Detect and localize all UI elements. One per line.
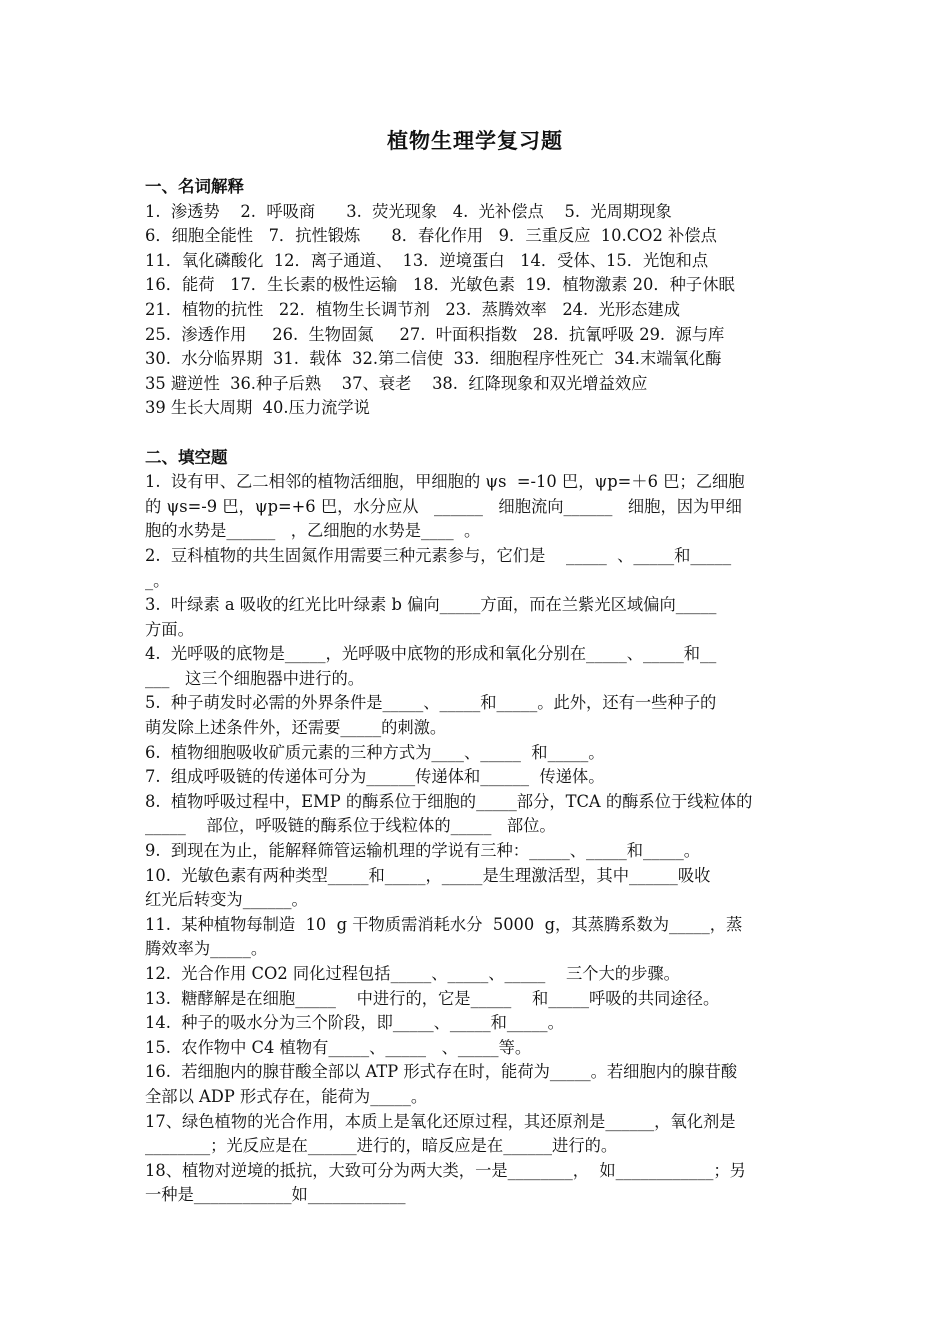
question-line: 的 ψs=-9 巴，ψp=+6 巴，水分应从 ______ 细胞流向______ 细胞，因为甲细 [145, 496, 742, 516]
question-line: 16. 若细胞内的腺苷酸全部以 ATP 形式存在时，能荷为_____。若细胞内的腺苷酸 [145, 1062, 738, 1082]
question-line: _。 [145, 570, 170, 590]
section-heading-fill-in: 二、填空题 [145, 447, 228, 467]
question-line: 13. 糖酵解是在细胞_____ 中进行的，它是_____ 和_____呼吸的共同途径。 [145, 988, 720, 1008]
question-line: 3. 叶绿素 a 吸收的红光比叶绿素 b 偏向_____方面，而在兰紫光区域偏向_____ [145, 595, 717, 615]
question-line: 1. 设有甲、乙二相邻的植物活细胞，甲细胞的 ψs =-10 巴，ψp=＋6 巴；乙细胞 [145, 472, 745, 492]
question-line: 红光后转变为______。 [145, 890, 308, 910]
question-line: 5. 种子萌发时必需的外界条件是_____、_____和_____。此外，还有一些种子的 [145, 693, 717, 713]
page-title: 植物生理学复习题 [387, 129, 563, 153]
question-line: _____ 部位，呼吸链的酶系位于线粒体的_____ 部位。 [145, 816, 556, 836]
definition-line: 25. 渗透作用 26. 生物固氮 27. 叶面积指数 28. 抗氰呼吸 29. 源与库 [145, 324, 725, 344]
section-heading-definitions: 一、名词解释 [145, 177, 244, 196]
definition-line: 30. 水分临界期 31. 载体 32.第二信使 33. 细胞程序性死亡 34.末端氧化酶 [145, 349, 722, 369]
question-line: 14. 种子的吸水分为三个阶段，即_____、_____和_____。 [145, 1013, 564, 1033]
question-line: 6. 植物细胞吸收矿质元素的三种方式为____、_____ 和_____。 [145, 742, 605, 762]
definition-line: 16．能荷 17．生长素的极性运输 18．光敏色素 19．植物激素 20．种子休眠 [145, 275, 735, 295]
definition-line: 35 避逆性 36.种子后熟 37、衰老 38. 红降现象和双光增益效应 [145, 373, 648, 393]
question-line: 一种是____________如____________ [145, 1185, 406, 1205]
definition-line: 1. 渗透势 2. 呼吸商 3. 荧光现象 4. 光补偿点 5. 光周期现象 [145, 201, 672, 221]
question-line: ___ 这三个细胞器中进行的。 [145, 668, 365, 688]
question-line: 全部以 ADP 形式存在，能荷为_____。 [145, 1086, 428, 1106]
definition-line: 21．植物的抗性 22．植物生长调节剂 23. 蒸腾效率 24. 光形态建成 [145, 299, 680, 319]
question-line: 胞的水势是______ ，乙细胞的水势是____ 。 [145, 521, 481, 541]
question-line: 7. 组成呼吸链的传递体可分为______传递体和______ 传递体。 [145, 767, 605, 787]
definitions-list [145, 200, 810, 421]
question-line: 11. 某种植物每制造 10 g 干物质需消耗水分 5000 g，其蒸腾系数为_____，蒸 [145, 914, 743, 934]
definition-line: 39 生长大周期 40.压力流学说 [145, 398, 370, 418]
question-line: 腾效率为_____。 [145, 939, 268, 959]
question-line: 18、植物对逆境的抵抗，大致可分为两大类，一是________， 如____________；另 [145, 1160, 746, 1180]
definition-line: 6．细胞全能性 7．抗性锻炼 8．春化作用 9．三重反应 10.CO2 补偿点 [145, 226, 717, 246]
question-line: 15. 农作物中 C4 植物有_____、_____ 、_____等。 [145, 1037, 532, 1057]
question-line: 12. 光合作用 CO2 同化过程包括_____、_____、_____ 三个大的步骤。 [145, 964, 680, 983]
question-line: 9. 到现在为止，能解释筛管运输机理的学说有三种：_____、_____和_____。 [145, 841, 701, 861]
question-line: 方面。 [145, 619, 194, 639]
definition-line: 11．氧化磷酸化 12．离子通道、 13．逆境蛋白 14．受体、15．光饱和点 [145, 250, 709, 270]
question-line: 2. 豆科植物的共生固氮作用需要三种元素参与，它们是 _____ 、_____和_____ [145, 545, 732, 565]
document-body [145, 175, 810, 1208]
question-line: 萌发除上述条件外，还需要_____的刺激。 [145, 718, 447, 738]
section-spacer [145, 421, 810, 446]
question-line: 10. 光敏色素有两种类型_____和_____，_____是生理激活型，其中______吸收 [145, 865, 711, 885]
question-line: 4. 光呼吸的底物是_____，光呼吸中底物的形成和氧化分别在_____、_____和__ [145, 644, 717, 664]
question-line: ________；光反应是在______进行的，暗反应是在______进行的。 [145, 1136, 618, 1156]
question-line: 8. 植物呼吸过程中，EMP 的酶系位于细胞的_____部分，TCA 的酶系位于线粒体的 [145, 791, 753, 811]
question-line: 17、绿色植物的光合作用，本质上是氧化还原过程，其还原剂是______，氧化剂是 [145, 1111, 736, 1131]
fill-in-list [145, 470, 810, 1208]
